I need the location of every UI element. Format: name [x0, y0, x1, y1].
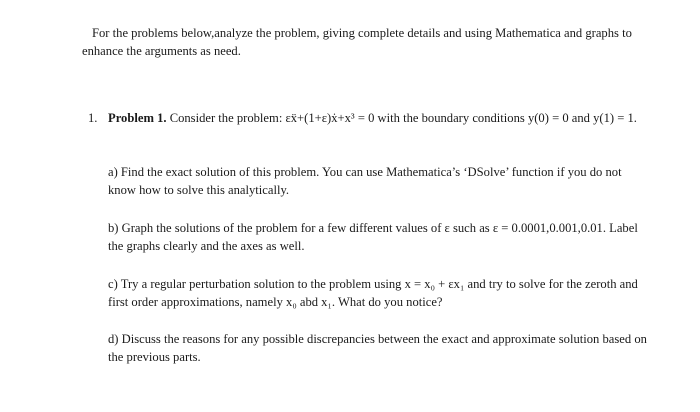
problem-list-number: 1. [88, 111, 98, 125]
part-d-text: d) Discuss the reasons for any possible discrepancies between the exact and approximate solution based on the previous parts. [108, 332, 647, 364]
problem-statement [108, 109, 648, 127]
part-a-text: a) Find the exact solution of this problem. You can use Mathematica’s ‘DSolve’ function if you do not know how to solve this analytically. [108, 165, 622, 197]
problem-title: Problem 1. [108, 111, 167, 125]
problem-text: Consider the problem: εẍ+(1+ε)ẋ+x³ = 0 with the boundary conditions y(0) = 0 and y(1) = 1. [169, 111, 637, 125]
intro-paragraph: For the problems below,analyze the problem, giving complete details and using Mathematica and graphs to enhance the arguments as need. [82, 26, 632, 58]
part-c-text: c) Try a regular perturbation solution to the problem using x = x₀ + εx₁ and try to solve for the zeroth and first order approximations, namely x₀ abd x₁. What do you notice? [108, 277, 638, 309]
part-b-text: b) Graph the solutions of the problem for a few different values of ε such as ε = 0.0001,0.001,0.01. Label the graphs clearly and the axes as well. [108, 221, 638, 253]
